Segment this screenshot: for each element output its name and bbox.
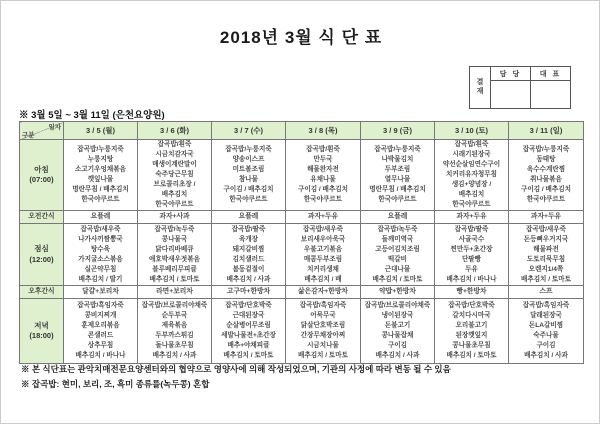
menu-cell-afternoon-snack: 빵+한방차 xyxy=(435,286,509,299)
row-time-text: (18:00) xyxy=(29,331,54,340)
menu-cell-lunch: 잡곡밥/팥죽 사골국수 찐만두+초간장 단팥빵 두유 배추김치 / 바나나 xyxy=(435,224,509,286)
menu-cell-dinner: 잡곡밥/단호박죽 갈치다시마국 오리불고기 된장깻잎지 콩나물초무침 배추김치 / 토마토 xyxy=(435,299,509,364)
approval-col-director: 대 표 xyxy=(531,67,571,81)
row-label-text: 저녁 xyxy=(34,320,49,330)
approval-table xyxy=(469,66,571,109)
menu-table xyxy=(19,121,584,364)
approval-stamp-text: 결재 xyxy=(476,78,484,95)
menu-cell-breakfast: 잡곡밥/누룽지죽 나박물김치 두부조림 열무나물 명란무침 / 배추김치 한국야쿠르트 xyxy=(361,140,435,211)
day-header-sun: 3 / 11 (일) xyxy=(509,122,584,140)
approval-sign-cell-director xyxy=(531,81,571,109)
week-range-subtitle: ※ 3월 5일 ~ 3월 11일 (은천요양원) xyxy=(19,110,165,121)
row-label-text: 아침 xyxy=(34,164,49,174)
menu-cell-afternoon-snack: 고구마+한방차 xyxy=(212,286,286,299)
menu-cell-morning-snack: 과자+사과 xyxy=(138,211,212,224)
menu-cell-lunch: 잡곡밥/팥죽 육개장 돼지갈비찜 김치샐러드 봄동겉절이 배추김치 / 사과 xyxy=(212,224,286,286)
approval-sign-cell-manager xyxy=(491,81,531,109)
day-header-sat: 3 / 10 (토) xyxy=(435,122,509,140)
approval-col-manager: 담 당 xyxy=(491,67,531,81)
menu-cell-dinner: 잡곡밥/브로콜리야채죽 냉이된장국 돈불고기 콩나물잡채 구이김 배추김치 / 사과 xyxy=(361,299,435,364)
day-header-tue: 3 / 6 (화) xyxy=(138,122,212,140)
corner-date-label: 일자 xyxy=(48,124,61,131)
menu-cell-morning-snack: 요플레 xyxy=(361,211,435,224)
day-header-wed: 3 / 7 (수) xyxy=(212,122,286,140)
row-label-afternoon-snack: 오후간식 xyxy=(20,286,64,299)
row-label-breakfast xyxy=(20,140,64,211)
footer-note-2: ※ 잡곡밥: 현미, 보리, 조, 흑미 종류를(녹두콩) 혼합 xyxy=(21,379,210,389)
menu-cell-morning-snack: 요플레 xyxy=(64,211,138,224)
menu-cell-breakfast: 잡곡밥/흰죽 만두국 해물완자전 유채나물 구이김 / 배추김치 한국야쿠르트 xyxy=(286,140,361,211)
menu-cell-dinner: 잡곡밥/브로콜리야채죽 순두부국 제육볶음 두부까스튀김 돌나물초무침 배추김치 / 사과 xyxy=(138,299,212,364)
row-label-dinner xyxy=(20,299,64,364)
menu-cell-lunch: 잡곡밥/새우죽 돈등뼈우거지국 해물파전 도토리묵무침 오렌지1/4쪽 배추김치 / 토마토 xyxy=(509,224,584,286)
menu-cell-breakfast: 잡곡밥/흰죽 시금치감자국 매생이계란말이 숙주당근무침 브로콜리초장 / 배추김치 한국야쿠르트 xyxy=(138,140,212,211)
menu-cell-afternoon-snack: 달걀+보리차 xyxy=(64,286,138,299)
row-label-text: 점심 xyxy=(34,244,49,253)
menu-cell-afternoon-snack: 라면+보리차 xyxy=(138,286,212,299)
day-header-fri: 3 / 9 (금) xyxy=(361,122,435,140)
approval-stamp-label xyxy=(470,67,491,109)
menu-cell-morning-snack: 과자+두유 xyxy=(286,211,361,224)
menu-cell-dinner: 잡곡밥/단호박죽 근대된장국 순살병어무조림 세발나물전+초간장 배추+야채피클 배추김치 / 토마토 xyxy=(212,299,286,364)
menu-cell-breakfast: 잡곡밥/누룽지죽 동태탕 옥수수계란찜 취나물볶음 구이김 / 배추김치 한국야쿠르트 xyxy=(509,140,584,211)
menu-cell-dinner: 잡곡밥/흑임자죽 콩비지찌개 훈제오리볶음 콘샐러드 상추무침 배추김치 / 바나나 xyxy=(64,299,138,364)
menu-cell-morning-snack: 과자+두유 xyxy=(509,211,584,224)
row-label-morning-snack: 오전간식 xyxy=(20,211,64,224)
menu-cell-lunch: 잡곡밥/새우죽 보리새우아욱국 우불고기볶음 매콤두부조림 치커리생채 배추김치 / 배 xyxy=(286,224,361,286)
row-time-text: (12:00) xyxy=(29,254,54,264)
row-label-lunch xyxy=(20,224,64,286)
menu-cell-breakfast: 잡곡밥/흰죽 시래기된장국 약선순살임연수구이 치커리유자청무침 생김+양념장 / 배추김치 한국야쿠르트 xyxy=(435,140,509,211)
corner-cell xyxy=(20,122,64,140)
menu-cell-afternoon-snack: 약밥+한방차 xyxy=(361,286,435,299)
menu-cell-afternoon-snack: 스프 xyxy=(509,286,584,299)
menu-cell-lunch: 잡곡밥/녹두죽 콩나물국 닭다리바베큐 애호박새우젓볶음 블루베리무피클 배추김치 / 토마토 xyxy=(138,224,212,286)
menu-cell-afternoon-snack: 삶은감자+한방차 xyxy=(286,286,361,299)
day-header-thu: 3 / 8 (목) xyxy=(286,122,361,140)
menu-cell-dinner: 잡곡밥/흑임자죽 어묵무국 닭살단호박조림 간장무채장아찌 시금치나물 배추김치 / 토마토 xyxy=(286,299,361,364)
corner-category-label: 구분 xyxy=(22,132,35,139)
menu-cell-lunch: 잡곡밥/녹두죽 들깨미역국 고등어김치조림 떡갈비 근대나물 배추김치 / 토마토 xyxy=(361,224,435,286)
footer-notes xyxy=(21,362,451,392)
menu-cell-dinner: 잡곡밥/흑임자죽 달래된장국 돈LA갈비찜 숙주나물 구이김 배추김치 / 사과 xyxy=(509,299,584,364)
footer-note-1: ※ 본 식단표는 관악치매전문요양센터와의 협약으로 영양사에 의해 작성되었으며, 기관의 사정에 따라 변동 될 수 있음 xyxy=(21,364,451,374)
menu-cell-morning-snack: 과자+두유 xyxy=(435,211,509,224)
menu-cell-lunch: 잡곡밥/새우죽 나가사끼짬뽕국 탕수육 가지굴소스볶음 실곤약무침 배추김치 / 딸기 xyxy=(64,224,138,286)
page-title: 2018년 3월 식 단 표 xyxy=(219,28,383,47)
row-time-text: (07:00) xyxy=(29,175,54,184)
menu-cell-morning-snack: 요플레 xyxy=(212,211,286,224)
day-header-mon: 3 / 5 (월) xyxy=(64,122,138,140)
menu-cell-breakfast: 잡곡밥/누룽지죽 누룽지탕 소고기우엉채볶음 깻잎나물 명란무침 / 배추김치 한국야쿠르트 xyxy=(64,140,138,211)
menu-cell-breakfast: 잡곡밥/누룽지죽 양송이스프 미트볼조림 참나물 구이김 / 배추김치 한국야쿠르트 xyxy=(212,140,286,211)
